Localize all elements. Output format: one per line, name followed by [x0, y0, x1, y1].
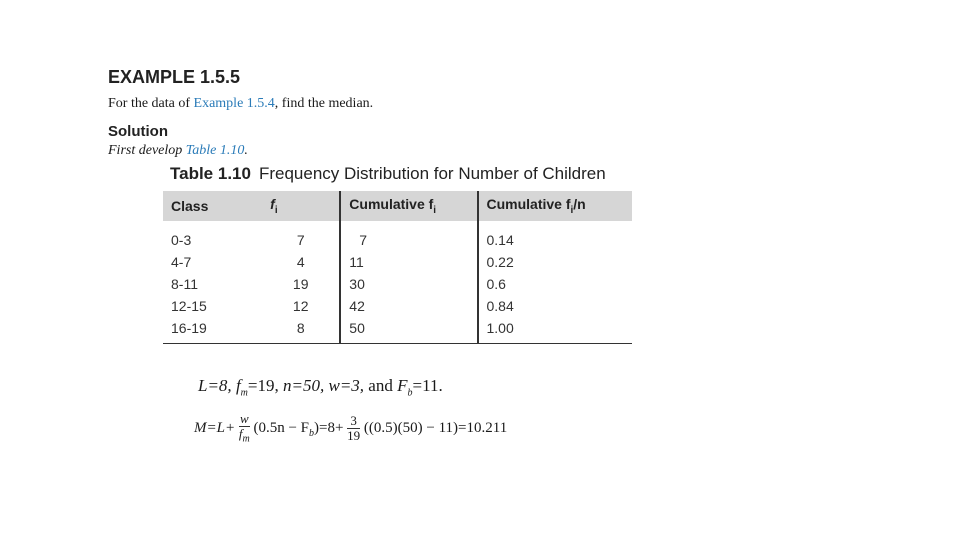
fraction-denominator	[239, 427, 250, 445]
table-row	[163, 317, 632, 344]
cell-cumulative: 11	[340, 251, 477, 273]
formula-mid-sub: b	[309, 427, 314, 439]
table-row	[163, 251, 632, 273]
cell-cumulative: 30	[340, 273, 477, 295]
given-fm-symbol: f	[235, 376, 241, 395]
given-fm-value: =19,	[247, 376, 279, 395]
table-link[interactable]: Table 1.10	[185, 143, 245, 158]
cell-class: 0-3	[171, 232, 192, 248]
header-cum-text: Cumulative f	[349, 196, 434, 213]
cell-class: 16-19	[171, 320, 207, 336]
prompt-text-pre: For the data of	[108, 96, 194, 111]
cell-cumulative: 42	[340, 295, 477, 317]
given-Fb-symbol: F	[397, 376, 408, 395]
solution-intro	[108, 143, 248, 159]
example-link[interactable]: Example 1.5.4	[193, 96, 275, 111]
table-row	[163, 295, 632, 317]
header-cumulative-relative	[478, 191, 633, 221]
table-row	[163, 273, 632, 295]
formula-mid: (0.5n − F	[253, 419, 309, 436]
fraction-den-symbol: f	[238, 426, 243, 442]
given-n: n=50,	[283, 376, 325, 395]
table-caption	[170, 164, 606, 184]
median-formula	[194, 412, 507, 445]
cell-class: 8-11	[171, 276, 198, 292]
prompt-text-post: , find the median.	[274, 96, 374, 111]
example-prompt	[108, 96, 373, 112]
table-caption-title: Frequency Distribution for Number of Children	[258, 164, 606, 183]
given-and: and	[368, 376, 393, 395]
solution-intro-pre: First develop	[108, 143, 186, 158]
given-fm-sub: m	[240, 387, 248, 399]
cell-cumulative-relative: 0.6	[486, 276, 506, 292]
frequency-table	[163, 191, 632, 344]
table-caption-number: Table 1.10	[170, 164, 251, 183]
cell-cumulative-relative: 0.22	[486, 254, 514, 270]
formula-lhs: M=L+	[194, 419, 236, 436]
fraction-denominator: 19	[347, 427, 361, 443]
table-row	[163, 221, 632, 251]
fraction-w-over-fm	[239, 412, 250, 445]
cell-cumulative-relative: 1.00	[486, 320, 514, 336]
fraction-3-over-19	[347, 414, 360, 444]
given-L: L=8,	[198, 376, 232, 395]
fraction-numerator: 3	[350, 412, 357, 428]
solution-intro-post: .	[244, 143, 248, 158]
given-Fb-value: =11.	[412, 376, 443, 395]
header-fi	[262, 191, 340, 221]
header-cumulative	[340, 191, 477, 221]
given-Fb-sub: b	[407, 387, 413, 399]
given-values	[198, 376, 443, 398]
header-rel-sub: i	[570, 204, 574, 216]
given-w: w=3,	[328, 376, 365, 395]
formula-rhs: ((0.5)(50) − 11)=10.211	[363, 419, 508, 436]
solution-heading: Solution	[108, 123, 168, 140]
fraction-den-sub: m	[242, 433, 250, 445]
cell-class: 4-7	[171, 254, 192, 270]
header-fi-sub: i	[274, 204, 278, 216]
header-cum-sub: i	[433, 204, 437, 216]
example-heading: EXAMPLE 1.5.5	[108, 67, 241, 87]
cell-fi: 19	[262, 273, 340, 295]
table-header-row	[163, 191, 632, 221]
cell-fi: 12	[262, 295, 340, 317]
cell-fi: 8	[262, 317, 340, 344]
header-class: Class	[171, 198, 209, 214]
cell-cumulative-relative: 0.14	[486, 232, 514, 248]
formula-mid-close: )=8+	[314, 419, 344, 436]
header-fi-symbol: f	[270, 196, 275, 213]
cell-cumulative-relative: 0.84	[486, 298, 514, 314]
fraction-numerator: w	[239, 411, 249, 426]
cell-cumulative: 50	[340, 317, 477, 344]
cell-class: 12-15	[171, 298, 207, 314]
cell-fi: 7	[262, 221, 340, 251]
header-rel-post: /n	[573, 196, 586, 213]
header-rel-text: Cumulative f	[486, 196, 571, 213]
cell-cumulative: 7	[340, 221, 477, 251]
cell-fi: 4	[262, 251, 340, 273]
